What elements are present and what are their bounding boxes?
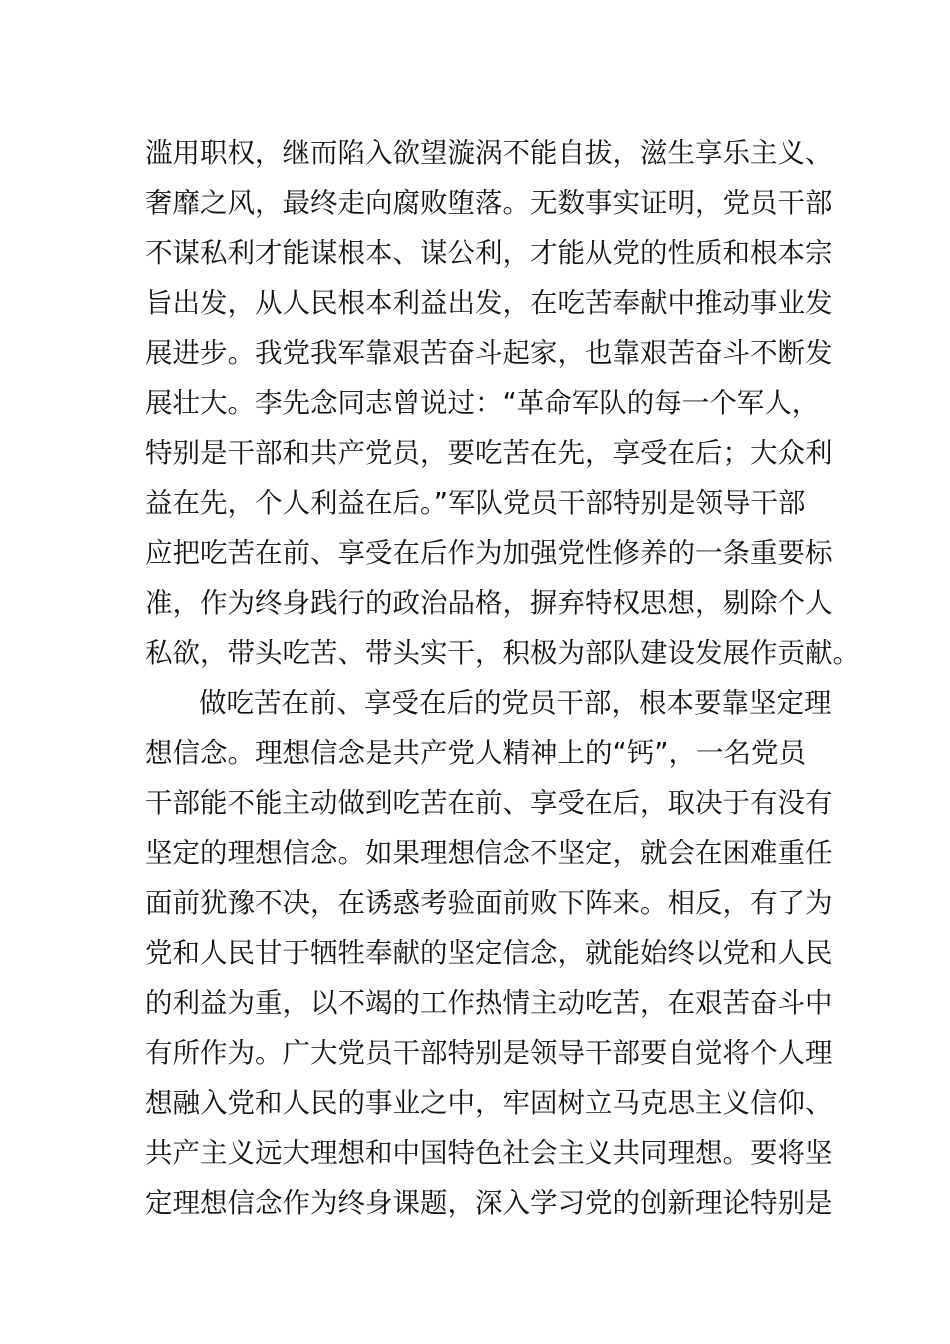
text-line: 干部能不能主动做到吃苦在前、享受在后，取决于有没有 xyxy=(145,787,833,819)
text-line: 共产主义远大理想和中国特色社会主义共同理想。要将坚 xyxy=(145,1137,833,1169)
text-line: 想信念。理想信念是共产党人精神上的“钙”，一名党员 xyxy=(145,737,806,769)
text-line: 坚定的理想信念。如果理想信念不坚定，就会在困难重任 xyxy=(145,837,833,869)
paragraph-first-line: 做吃苦在前、享受在后的党员干部，根本要靠坚定理 xyxy=(199,687,832,719)
text-line: 展壮大。李先念同志曾说过：“革命军队的每一个军人， xyxy=(145,387,820,419)
text-line: 准，作为终身践行的政治品格，摒弃特权思想，剔除个人 xyxy=(145,587,833,619)
text-line: 私欲，带头吃苦、带头实干，积极为部队建设发展作贡献。 xyxy=(145,637,860,669)
text-line: 特别是干部和共产党员，要吃苦在先，享受在后；大众利 xyxy=(145,437,833,469)
text-line: 不谋私利才能谋根本、谋公利，才能从党的性质和根本宗 xyxy=(145,237,833,269)
text-line: 想融入党和人民的事业之中，牢固树立马克思主义信仰、 xyxy=(145,1087,833,1119)
text-line: 旨出发，从人民根本利益出发，在吃苦奉献中推动事业发 xyxy=(145,287,833,319)
text-line: 定理想信念作为终身课题，深入学习党的创新理论特别是 xyxy=(145,1187,833,1219)
body-text xyxy=(145,128,860,1228)
text-line: 展进步。我党我军靠艰苦奋斗起家，也靠艰苦奋斗不断发 xyxy=(145,337,833,369)
text-line: 益在先，个人利益在后。”军队党员干部特别是领导干部 xyxy=(145,487,806,519)
text-line: 党和人民甘于牺牲奉献的坚定信念，就能始终以党和人民 xyxy=(145,937,833,969)
text-line: 应把吃苦在前、享受在后作为加强党性修养的一条重要标 xyxy=(145,537,833,569)
text-line: 奢靡之风，最终走向腐败堕落。无数事实证明，党员干部 xyxy=(145,187,833,219)
text-line: 的利益为重，以不竭的工作热情主动吃苦，在艰苦奋斗中 xyxy=(145,987,833,1019)
text-line: 滥用职权，继而陷入欲望漩涡不能自拔，滋生享乐主义、 xyxy=(145,137,833,169)
text-line: 有所作为。广大党员干部特别是领导干部要自觉将个人理 xyxy=(145,1037,833,1069)
text-line: 面前犹豫不决，在诱惑考验面前败下阵来。相反，有了为 xyxy=(145,887,833,919)
